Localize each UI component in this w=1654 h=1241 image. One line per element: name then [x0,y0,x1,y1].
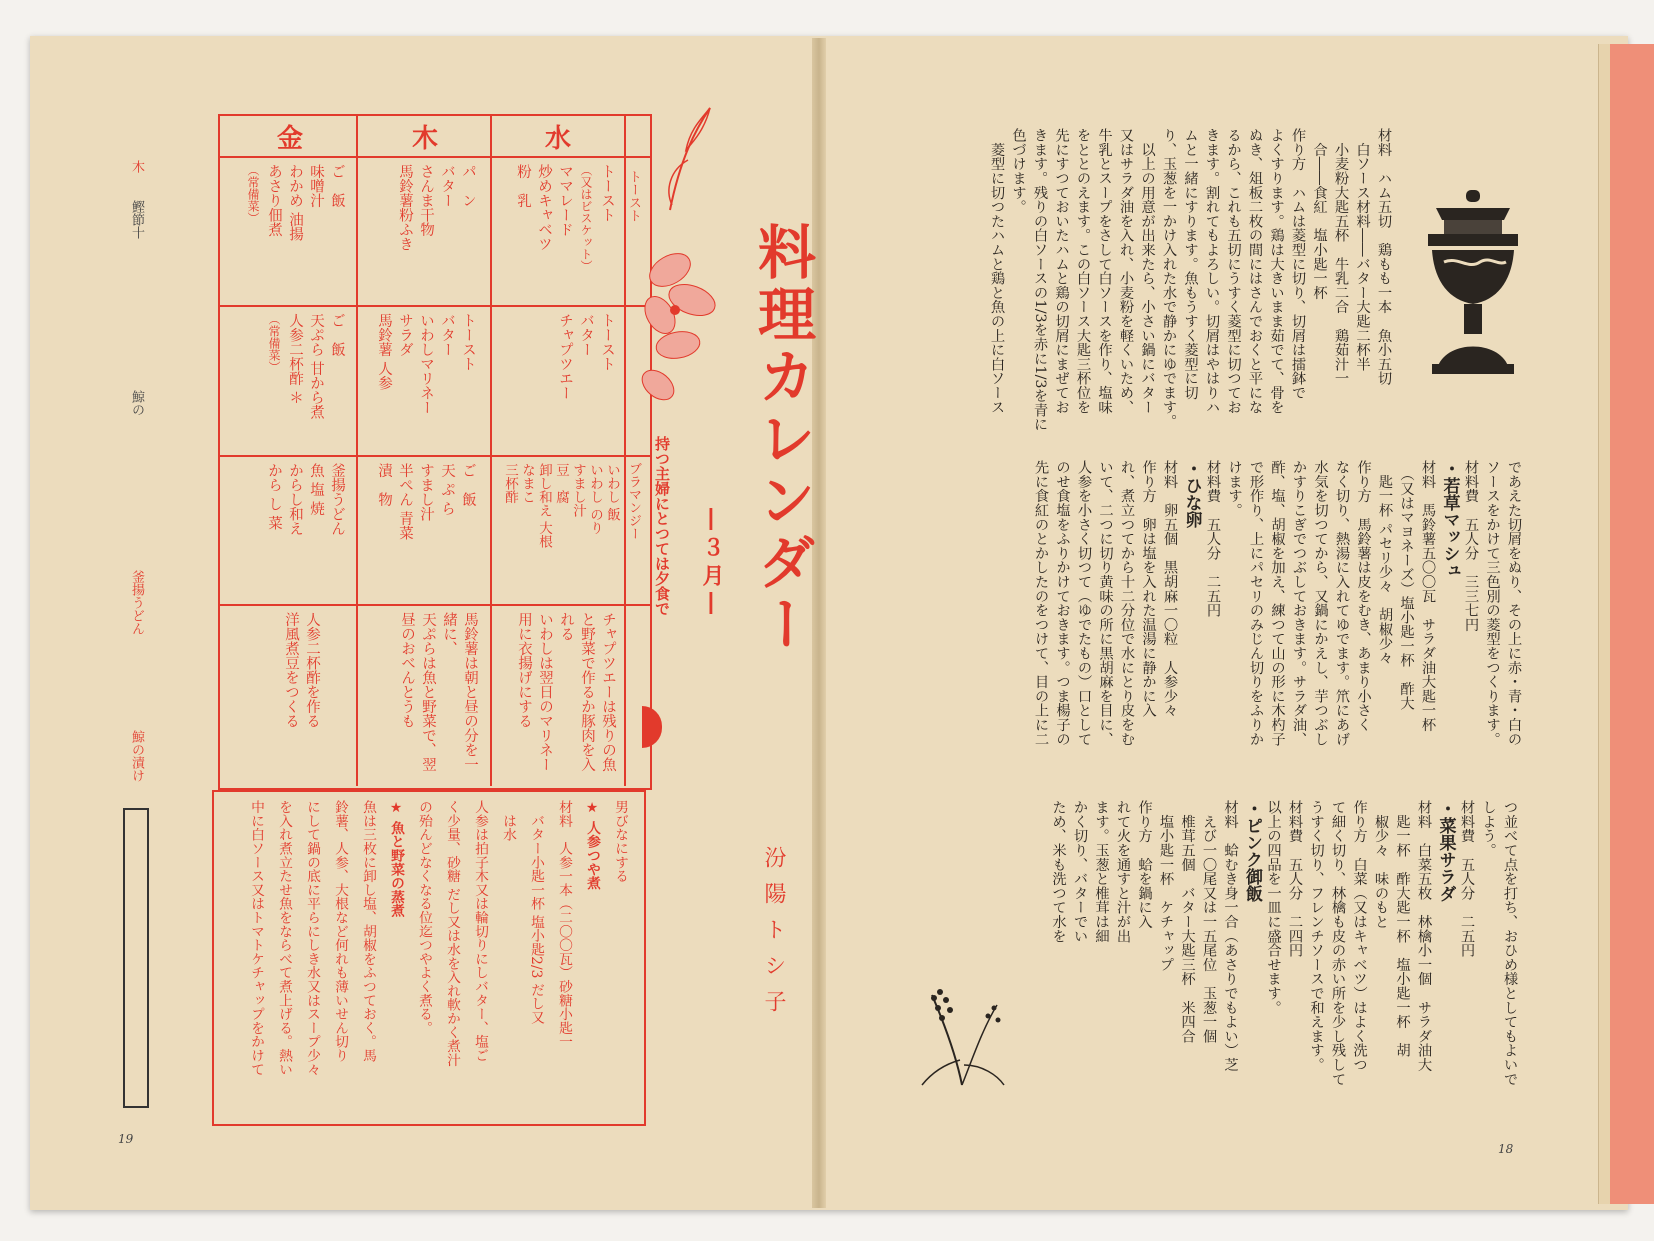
text-line: れ、煮立つてから十二分位で水にとり皮をむ [1119,460,1135,746]
menu-line: 天ぷら 甘から煮 [308,313,324,420]
note-heading: ★ 人参つや煮 [584,800,600,890]
text-line: をととのえます。この白ソース大匙三杯位を [1075,128,1091,414]
text-line: 材料費 五人分 二四円 [1287,800,1303,958]
text-line: うすく切り、フレンチソースで和えます。 [1308,800,1325,1072]
note-heading: ★ 魚と野菜の蒸煮 [388,800,404,918]
menu-line: さんま干物 [418,164,434,237]
note-line: を入れ煮立たせ魚をならべて煮上げる。熱い [276,800,292,1076]
grid-line [218,455,650,457]
note-line: 材料 人参一本（二〇〇瓦）砂糖小匙一 [556,800,572,1049]
left-underlay-strip [124,130,146,890]
text-line: 材料 馬鈴薯五〇〇瓦 サラダ油大匙一杯 [1420,460,1436,732]
menu-line: ママレード [557,164,573,237]
text-line: 材料 ハム五切 鶏もも一本 魚小五切 [1376,128,1392,386]
menu-line: トースト [599,164,615,222]
text-line: えび一〇尾又は一五尾位 玉葱一個 [1201,800,1217,1044]
prep-note-line: 人参二杯酢を作る [304,612,320,728]
text-line: 椒少々 味のもと [1373,800,1389,929]
text-line: 材料 白菜五枚 林檎小一個 サラダ油大 [1416,800,1432,1072]
text-line: ソースをかけて三色別の菱型をつくります。 [1484,460,1501,746]
menu-line: 魚 塩 焼 [308,463,324,516]
menu-line: わかめ 油揚 [287,164,303,242]
text-line: 椎茸五個 バター大匙三杯 米四合 [1179,800,1196,1044]
menu-line: いわしマリネー [418,313,434,415]
menu-cell [232,164,347,299]
text-line: るから、これも五切にうすく菱型に切つてお [1225,128,1242,414]
day-header-wed: 水 [544,124,571,154]
prep-note-cell [262,612,322,780]
menu-line: サラダ [397,313,413,357]
menu-line: 半ぺん 青菜 [397,463,413,541]
text-line: 匙一杯 パセリ少々 胡椒少々 [1377,460,1393,665]
menu-line: 馬鈴薯粉ふき [397,164,413,251]
cover-edge [1610,44,1654,1204]
plant-illustration-icon [912,980,1012,1090]
text-line: のせ食塩をふりかけておきます。つま楊子の [1054,460,1071,746]
month-label: ―３月― [699,508,724,620]
text-line: よくすります。鶏は大きいまま茹でて、骨を [1268,128,1285,414]
text-line: 匙一杯 酢大匙一杯 塩小匙一杯 胡 [1394,800,1411,1058]
note-line: く少量、砂糖 だし又は水を入れ軟かく煮汁 [444,800,460,1067]
menu-line: 人参二杯酢 ＊ [287,313,303,405]
text-line: 白ソース材料――バター大匙二杯半 [1354,128,1371,372]
left-strip-box [123,808,149,1108]
text-line: 作り方 ハムは菱型に切り、切屑は擂鉢で [1290,128,1306,400]
menu-line: から し 菜 [266,463,282,531]
grid-line [356,114,358,786]
page-number-left: 19 [118,1132,134,1146]
text-line: いて、二つに切り黄味の所に黒胡麻を目に、 [1097,460,1114,746]
prep-note-line: チャプツエーは残りの魚 [600,612,616,772]
text-line: て細く切り、林檎も皮の赤い所を少し残して [1330,800,1346,1086]
menu-line: パ ン [460,164,476,208]
menu-line: ご 飯 [460,463,476,507]
menu-line: バター [578,313,594,357]
menu-line: 馬鈴薯 人参 [376,313,392,391]
text-line: 酢、塩、胡椒を加え、練つて山の形に木杓子 [1269,460,1286,746]
menu-line: バター [439,313,455,357]
text-line: 人参を小さく切つて（ゆでたもの）口として [1076,460,1092,746]
menu-cell [232,463,347,598]
title-subtitle: 持つ主婦にとつては夕食で [653,436,671,616]
prep-note-cell [500,612,618,780]
menu-line: すまし汁 [418,463,434,521]
text-line: かく切り、バターでい [1072,800,1088,943]
menu-line: ご 飯 [329,164,345,208]
menu-cell [502,463,620,598]
text-line: かすりこぎでつぶしておきます。サラダ油、 [1291,460,1307,746]
menu-cell [368,463,478,598]
menu-line: ご 飯 [329,313,345,357]
menu-line: 天 ぷ ら [439,463,455,516]
menu-line: （又はビスケット） [579,164,593,272]
text-line: れて火を通すと汁が出 [1115,800,1131,943]
page-number-right: 18 [1498,1142,1514,1156]
prep-note-cell [370,612,480,780]
day-header-thu: 木 [411,124,438,154]
prep-note-line: 馬鈴薯は朝と昼の分を一 [462,612,478,772]
prep-note-line: いわしは翌日のマリネー [537,612,553,772]
text-line: 作り方 卵は塩を入れた温湯に静かに入 [1140,460,1157,718]
text-line: つ並べて点を打ち、おひめ様としてもよいで [1502,800,1518,1086]
strip-text: トースト [626,170,641,222]
section-heading: ・ひな卵 [1181,460,1202,528]
menu-cell [232,313,347,449]
menu-line: 三杯酢 [502,463,518,504]
menu-line: 豆 腐 [553,463,569,504]
menu-line: 卸し和え 大根 [536,463,552,549]
author-name: 汾陽トシ子 [761,846,786,1026]
text-line: 材料 卵五個 黒胡麻一〇粒 人参少々 [1162,460,1178,718]
note-line: 男びなにする [612,800,628,883]
menu-line: バター [439,164,455,208]
text-line: 材料 蛤むき身一合（あさりでもよい）芝 [1222,800,1239,1072]
menu-line: いわし のり [587,463,603,535]
note-line: 人参は拍子木又は輪切りにしバター、塩ご [472,800,488,1063]
menu-cell [368,313,478,449]
page-title: 料理カレンダー [748,222,816,656]
text-line: なく切り、熱湯に入れてゆでます。笊にあげ [1334,460,1350,746]
menu-line: 粉 乳 [515,164,531,208]
text-line: 材料費 五人分 三三七円 [1463,460,1479,632]
text-line: 以上の四品を一皿に盛合せます。 [1265,800,1282,1015]
text-line: 先にすつておいたハムと鶏の切屑にまぜてお [1053,128,1070,414]
left-strip-text: 木 [129,160,144,173]
prep-note-line: 天ぷらは魚と野菜で、翌 [420,612,436,772]
menu-line: あさり佃煮 [266,164,282,237]
menu-line: 味噌汁 [308,164,324,208]
note-line: 鈴薯、人参、大根など何れも薄いせん切り [332,800,348,1063]
incense-burner-icon [1418,190,1528,380]
menu-line: すまし汁 [570,463,586,517]
note-line: は水 [500,800,516,842]
grid-line [490,114,492,786]
prep-note-line: 緒に、 [441,612,457,656]
text-line: きます。割れてもよろしい。切屑はやはりハ [1204,128,1220,414]
recipe-column-3 [1020,800,1520,1120]
left-strip-text: 鯨の漬け [129,730,144,782]
menu-line: いわし 飯 [604,463,620,522]
recipe-notes [224,800,634,1118]
prep-note-line: 昼のおべんとうも [399,612,415,728]
text-line: 先に食紅のとかしたのをつけて、目の上に二 [1033,460,1049,746]
note-line: の殆んどなくなる位迄つやよく煮る。 [416,800,432,1035]
text-line: 水気を切つてから、又鍋にかえし、芋つぶし [1312,460,1329,746]
menu-line: トースト [460,313,476,371]
recipe-column-2 [904,460,1524,780]
text-line: で形作り、上にパセリのみじん切りをふりか [1248,460,1264,746]
day-header-fri: 金 [276,124,303,154]
section-heading: ・菜果サラダ [1435,800,1456,902]
menu-line: 釜揚うどん [329,463,345,536]
menu-line: 炒めキャベツ [536,164,552,251]
menu-line: なまこ [519,463,535,504]
text-line: （又はマヨネーズ）塩小匙一杯 酢大 [1398,460,1415,711]
text-line: きます。残りの白ソースの1/3を赤に1/3を青に [1032,128,1048,432]
text-line: ます。玉葱と椎茸は細 [1093,800,1110,943]
menu-cell [502,313,617,449]
section-heading: ・ピンク御飯 [1242,800,1262,902]
grid-line [218,604,650,606]
left-strip-text: 鰹節十 [129,200,144,239]
text-line: 塩小匙一杯 ケチャップ [1158,800,1174,972]
menu-cell [502,164,617,299]
text-line: 合――食紅 塩小匙一杯 [1311,128,1328,300]
text-line: 又はサラダ油を入れ、小麦粉を軽くいため、 [1118,128,1134,414]
text-line: 小麦粉大匙五杯 牛乳二合 鶏茹汁一 [1333,128,1349,386]
text-line: 色づけます。 [1010,128,1027,214]
text-line: ぬき、俎板二枚の間にはさんでおくと平にな [1247,128,1263,414]
menu-line: （常備菜） [246,164,260,224]
text-line: 菱型に切つたハムと鶏と魚の上に白ソース [989,128,1005,414]
prep-note-line: れる [558,612,574,641]
note-line: 中に白ソース又はトマトケチャップをかけて [248,800,264,1076]
text-line: 作り方 蛤を鍋に入 [1136,800,1153,929]
menu-line: （常備菜） [267,313,281,373]
text-line: しよう。 [1480,800,1497,858]
text-line: 以上の用意が出来たら、小さい鍋にバター [1139,128,1156,414]
text-line: であえた切屑をぬり、その上に赤・青・白の [1506,460,1522,746]
grid-line [218,156,650,158]
text-line: 作り方 白菜（又はキャベツ）はよく洗つ [1351,800,1368,1072]
menu-line: からし和え [287,463,303,536]
text-line: り、玉葱を一かけ入れた水で静かにゆでます。 [1161,128,1177,429]
text-line: 作り方 馬鈴薯は皮をむき、あまり小さく [1355,460,1372,732]
prep-note-line: と野菜で作るか豚肉を入 [579,612,595,772]
left-strip-text: 釜揚うどん [129,570,144,635]
menu-line: チャプツエー [557,313,573,400]
prep-note-line: 洋風煮豆をつくる [283,612,299,728]
menu-line: トースト [599,313,615,371]
text-line: 牛乳とスープをさして白ソースを作り、塩味 [1096,128,1113,414]
strip-text: ブラマンジー [626,462,641,540]
text-line: けます。 [1226,460,1243,518]
note-line: にして鍋の底に平らにしき水又はスープ少々 [304,800,320,1076]
text-line: ムと一緒にすります。魚もうすく菱型に切 [1182,128,1199,400]
menu-line: 漬 物 [376,463,392,507]
grid-line [218,305,650,307]
note-line: バター小匙一杯 塩小匙2/3 だし又 [528,800,544,1025]
text-line: 材料費 五人分 二五円 [1459,800,1475,958]
flower-illustration-icon [640,100,735,440]
left-strip-text: 鯨の [129,390,144,416]
section-heading: ・若草マッシュ [1439,460,1460,579]
text-line: ため、米も洗つて水を [1050,800,1067,943]
menu-cell [368,164,478,299]
prep-note-line: 用に衣揚げにする [516,612,532,728]
note-line: 魚は三枚に卸し塩、胡椒をふつておく。馬 [360,800,376,1063]
text-line: 材料費 五人分 二五円 [1205,460,1221,618]
